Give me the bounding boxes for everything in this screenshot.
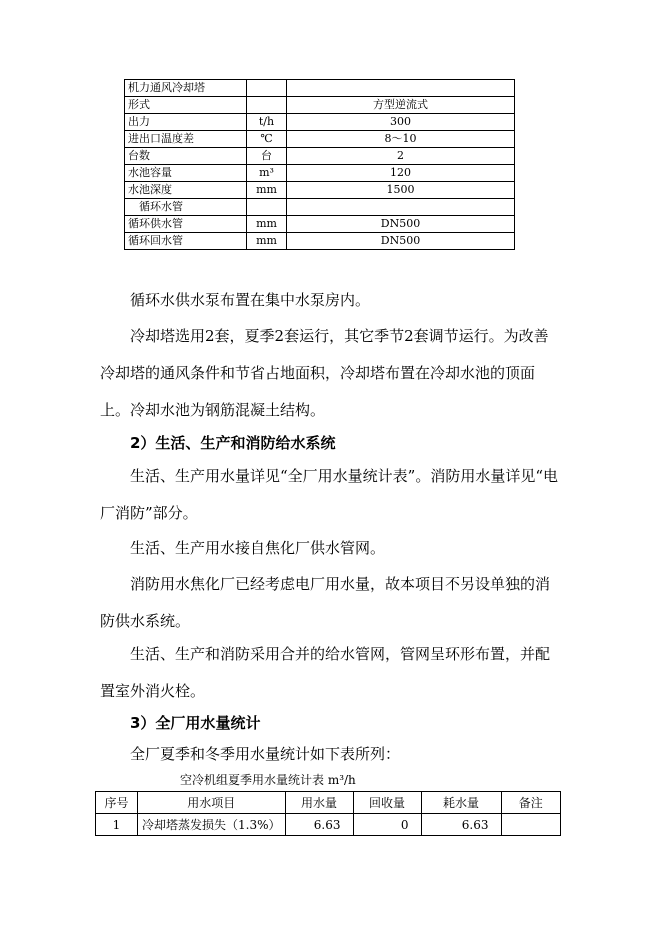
table-cell: [247, 80, 287, 97]
table-cell: 300: [287, 114, 515, 131]
table-cell: 机力通风冷却塔: [125, 80, 247, 97]
table-row: [125, 165, 515, 182]
header-cell: 用水量: [285, 792, 353, 814]
table-cell: 0: [353, 814, 421, 836]
table-row: [125, 148, 515, 165]
table-cell: [287, 199, 515, 216]
paragraph-pump-layout: 循环水供水泵布置在集中水泵房内。: [130, 291, 371, 309]
table-cell: 120: [287, 165, 515, 182]
table-cell: t/h: [247, 114, 287, 131]
table-cell: 冷却塔蒸发损失（1.3%）: [138, 814, 286, 836]
table-cell: 台数: [125, 148, 247, 165]
table-cell: 进出口温度差: [125, 131, 247, 148]
table-row: [125, 216, 515, 233]
table-cell: 循环回水管: [125, 233, 247, 250]
paragraph-water-usage: 生活、生产用水量详见“全厂用水量统计表”。消防用水量详见“电厂消防”部分。: [100, 467, 559, 522]
table-cell: 8～10: [287, 131, 515, 148]
table-cell: 1500: [287, 182, 515, 199]
table-row: [125, 114, 515, 131]
paragraph-cooling-tower: 冷却塔选用2套，夏季2套运行，其它季节2套调节运行。为改善冷却塔的通风条件和节省占地面积，冷却塔布置在冷却水池的顶面上。冷却水池为钢筋混凝土结构。: [100, 327, 549, 419]
spec-table-body: [125, 80, 515, 250]
heading-water-statistics: 3）全厂用水量统计: [130, 714, 261, 732]
table-cell: mm: [247, 233, 287, 250]
paragraph-fire-water: 消防用水焦化厂已经考虑电厂用水量，故本项目不另设单独的消防供水系统。: [100, 575, 551, 630]
table-cell: [247, 199, 287, 216]
table-cell: 出力: [125, 114, 247, 131]
table-cell: [247, 97, 287, 114]
table-row: [125, 233, 515, 250]
paragraph-table-intro: 全厂夏季和冬季用水量统计如下表所列：: [130, 745, 401, 763]
table-cell: ℃: [247, 131, 287, 148]
table-cell: 6.63: [421, 814, 501, 836]
table-cell: 循环水管: [125, 199, 247, 216]
table-cell: DN500: [287, 216, 515, 233]
paragraph-water-source: 生活、生产用水接自焦化厂供水管网。: [130, 539, 386, 557]
water-usage-header-row: [96, 792, 561, 814]
table-cell: 方型逆流式: [287, 97, 515, 114]
table-cell: 水池容量: [125, 165, 247, 182]
header-cell: 用水项目: [138, 792, 286, 814]
paragraph-pipe-network: 生活、生产和消防采用合并的给水管网，管网呈环形布置，并配置室外消火栓。: [100, 645, 551, 700]
table-row: [125, 80, 515, 97]
table-row: [125, 199, 515, 216]
table-row: [125, 182, 515, 199]
table-cell: mm: [247, 182, 287, 199]
heading-water-supply: 2）生活、生产和消防给水系统: [130, 434, 336, 452]
table-cell: 水池深度: [125, 182, 247, 199]
table-row: [96, 814, 561, 836]
table-cell: 6.63: [285, 814, 353, 836]
table-cell: 循环供水管: [125, 216, 247, 233]
table-cell: 形式: [125, 97, 247, 114]
table-cell: 1: [96, 814, 138, 836]
header-cell: 耗水量: [421, 792, 501, 814]
table-cell: 台: [247, 148, 287, 165]
table-cell: 2: [287, 148, 515, 165]
table-cell: mm: [247, 216, 287, 233]
header-cell: 序号: [96, 792, 138, 814]
header-cell: 回收量: [353, 792, 421, 814]
water-usage-table: [95, 791, 561, 836]
table-cell: DN500: [287, 233, 515, 250]
header-cell: 备注: [501, 792, 561, 814]
cooling-tower-spec-table: [124, 79, 515, 250]
table-cell: [287, 80, 515, 97]
table-cell: m³: [247, 165, 287, 182]
table-row: [125, 131, 515, 148]
table-row: [125, 97, 515, 114]
table-cell: [501, 814, 561, 836]
table-caption: 空冷机组夏季用水量统计表 m³/h: [180, 773, 356, 787]
